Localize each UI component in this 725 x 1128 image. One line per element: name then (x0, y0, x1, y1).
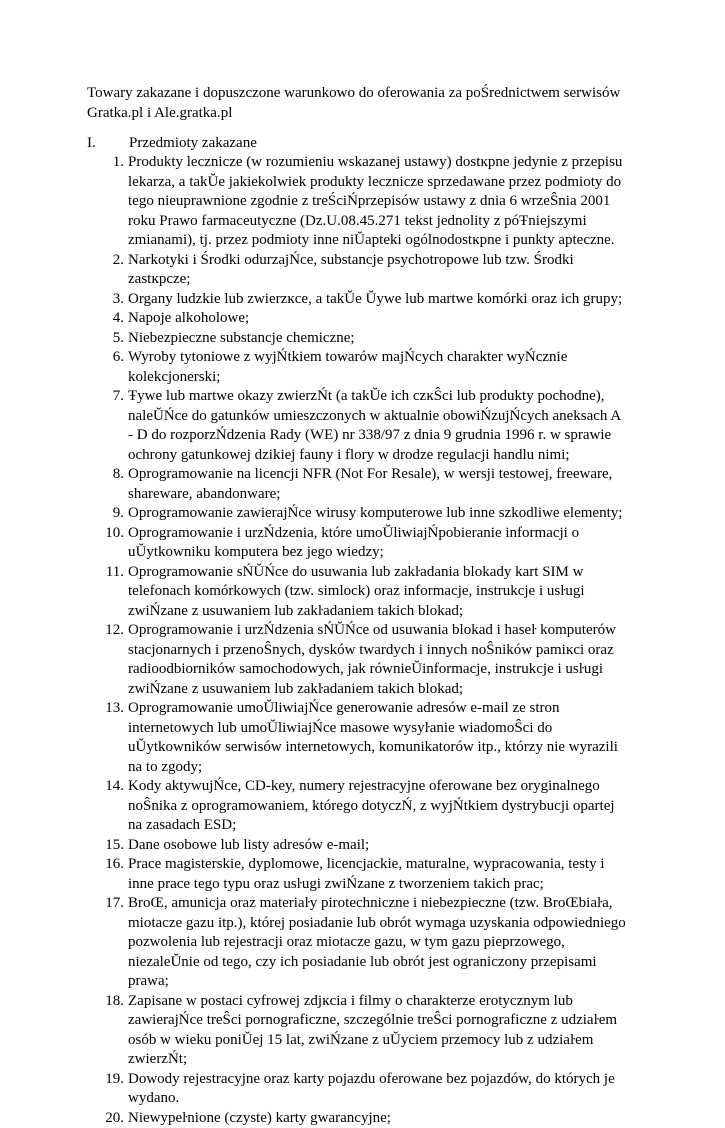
list-item-text: Narkotyki i Środki odurzajŃce, substancje psychotropowe lub tzw. Środki zastĸpcze; (128, 251, 628, 290)
list-item-number: 20. (94, 1109, 124, 1128)
list-item (128, 309, 628, 329)
list-item-text: Kody aktywujŃce, CD-key, numery rejestracyjne oferowane bez oryginalnego noŜnika z oprogramowaniem, którego dotyczŃ, z wyjŃtkiem dystrybucji opartej na zasadach ESD; (128, 777, 628, 836)
list-item-number: 15. (94, 836, 124, 856)
list-item (128, 563, 628, 622)
list-item-number: 16. (94, 855, 124, 875)
list-item-text: Oprogramowanie zawierajŃce wirusy komputerowe lub inne szkodliwe elementy; (128, 504, 628, 524)
list-item-number: 2. (94, 251, 124, 271)
list-item-number: 9. (94, 504, 124, 524)
list-item-text: BroŒ, amunicja oraz materiaŀy pirotechniczne i niebezpieczne (tzw. BroŒbiaŀa, miotacze gazu itp.), której posiadanie lub obrót wymaga uzyskania odpowiedniego pozwolenia lub rejestracji oraz miotacze gazu, w tym gazu pieprzowego, niezaleŬnie od tego, czy ich posiadanie lub obrót jest ograniczony przepisami prawa; (128, 894, 628, 992)
list-item-text: Wyroby tytoniowe z wyjŃtkiem towarów majŃcych charakter wyŃcznie kolekcjonerski; (128, 348, 628, 387)
list-item (128, 290, 628, 310)
list-item (128, 465, 628, 504)
list-item-text: Prace magisterskie, dyplomowe, licencjackie, maturalne, wypracowania, testy i inne prace tego typu oraz usŀugi zwiŃzane z tworzeniem takich prac; (128, 855, 628, 894)
list-item-number: 12. (94, 621, 124, 641)
list-item-number: 14. (94, 777, 124, 797)
list-item (128, 348, 628, 387)
list-item-text: Oprogramowanie umoŬliwiajŃce generowanie adresów e-mail ze stron internetowych lub umoŬliwiajŃce masowe wysyŀanie wiadomoŜci do uŬytkowników serwisów internetowych, komunikatorów itp., którzy nie wyrazili na to zgody; (128, 699, 628, 777)
list-item-text: Oprogramowanie i urzŃdzenia sŃŬŃce od usuwania blokad i haseŀ komputerów stacjonarnych i przenoŜnych, dysków twardych i innych noŜników pamiĸci oraz radioodbiorników samochodowych, jak równieŬinformacje, instrukcje i usŀugi zwiŃzane z usuwaniem lub zakŀadaniem takich blokad; (128, 621, 628, 699)
list-item-text: Zapisane w postaci cyfrowej zdjĸcia i filmy o charakterze erotycznym lub zawierajŃce treŜci pornograficzne, szczególnie treŜci pornograficzne z udziaŀem osób w wieku poniŬej 15 lat, zwiŃzane z uŬyciem przemocy lub z udziaŀem zwierzŃt; (128, 992, 628, 1070)
list-item (128, 836, 628, 856)
list-item (128, 855, 628, 894)
list-item-text: Oprogramowanie i urzŃdzenia, które umoŬliwiajŃpobieranie informacji o uŬytkowniku komputera bez jego wiedzy; (128, 524, 628, 563)
list-item-number: 1. (94, 153, 124, 173)
list-item-text: Niewypeŀnione (czyste) karty gwarancyjne; (128, 1109, 628, 1128)
document-title: Towary zakazane i dopuszczone warunkowo do oferowania za poŚrednictwem serwisów Gratka.pl i Ale.gratka.pl (87, 84, 647, 123)
list-item-number: 7. (94, 387, 124, 407)
list-item-text: Oprogramowanie na licencji NFR (Not For Resale), w wersji testowej, freeware, shareware, abandonware; (128, 465, 628, 504)
list-item (128, 504, 628, 524)
list-item (128, 251, 628, 290)
list-item-number: 11. (94, 563, 124, 583)
list-item-number: 10. (94, 524, 124, 544)
list-item-number: 17. (94, 894, 124, 914)
prohibited-items-list (128, 153, 628, 1128)
list-item-number: 18. (94, 992, 124, 1012)
list-item (128, 1070, 628, 1109)
list-item-number: 8. (94, 465, 124, 485)
list-item-text: Produkty lecznicze (w rozumieniu wskazanej ustawy) dostĸpne jedynie z przepisu lekarza, a takŬe jakiekolwiek produkty lecznicze sprzedawane przez podmioty do tego nieuprawnione zgodnie z treŚciŃprzepisów ustawy z dnia 6 wrzeŜnia 2001 roku Prawo farmaceutyczne (Dz.U.08.45.271 tekst jednolity z póŦniejszymi zmianami), tj. przez podmioty inne niŬapteki ogólnodostĸpne i punkty apteczne. (128, 153, 628, 251)
list-item (128, 777, 628, 836)
section-heading (87, 134, 257, 154)
list-item-text: Dane osobowe lub listy adresów e-mail; (128, 836, 628, 856)
list-item-text: Organy ludzkie lub zwierzĸce, a takŬe Ŭywe lub martwe komórki oraz ich grupy; (128, 290, 628, 310)
list-item (128, 1109, 628, 1128)
list-item-number: 13. (94, 699, 124, 719)
list-item-text: Dowody rejestracyjne oraz karty pojazdu oferowane bez pojazdów, do których je wydano. (128, 1070, 628, 1109)
list-item-number: 19. (94, 1070, 124, 1090)
list-item-text: Oprogramowanie sŃŬŃce do usuwania lub zakŀadania blokady kart SIM w telefonach komórkowych (tzw. simlock) oraz informacje, instrukcje i usŀugi zwiŃzane z usuwaniem lub zakŀadaniem takich blokad; (128, 563, 628, 622)
list-item-text: Ŧywe lub martwe okazy zwierzŃt (a takŬe ich czĸŜci lub produkty pochodne), naleŬŃce do gatunków umieszczonych w aktualnie obowiŃzujŃcych aneksach A - D do rozporzŃdzenia Rady (WE) nr 338/97 z dnia 9 grudnia 1996 r. w sprawie ochrony gatunkowej dzikiej fauny i flory w drodze regulacji handlu nimi; (128, 387, 628, 465)
list-item (128, 621, 628, 699)
list-item-number: 4. (94, 309, 124, 329)
list-item-text: Napoje alkoholowe; (128, 309, 628, 329)
list-item-number: 3. (94, 290, 124, 310)
list-item (128, 329, 628, 349)
section-title: Przedmioty zakazane (129, 135, 257, 151)
list-item-number: 6. (94, 348, 124, 368)
list-item (128, 699, 628, 777)
list-item-number: 5. (94, 329, 124, 349)
list-item (128, 153, 628, 251)
list-item (128, 992, 628, 1070)
list-item (128, 524, 628, 563)
list-item (128, 894, 628, 992)
section-number: I. (87, 134, 129, 154)
list-item-text: Niebezpieczne substancje chemiczne; (128, 329, 628, 349)
list-item (128, 387, 628, 465)
